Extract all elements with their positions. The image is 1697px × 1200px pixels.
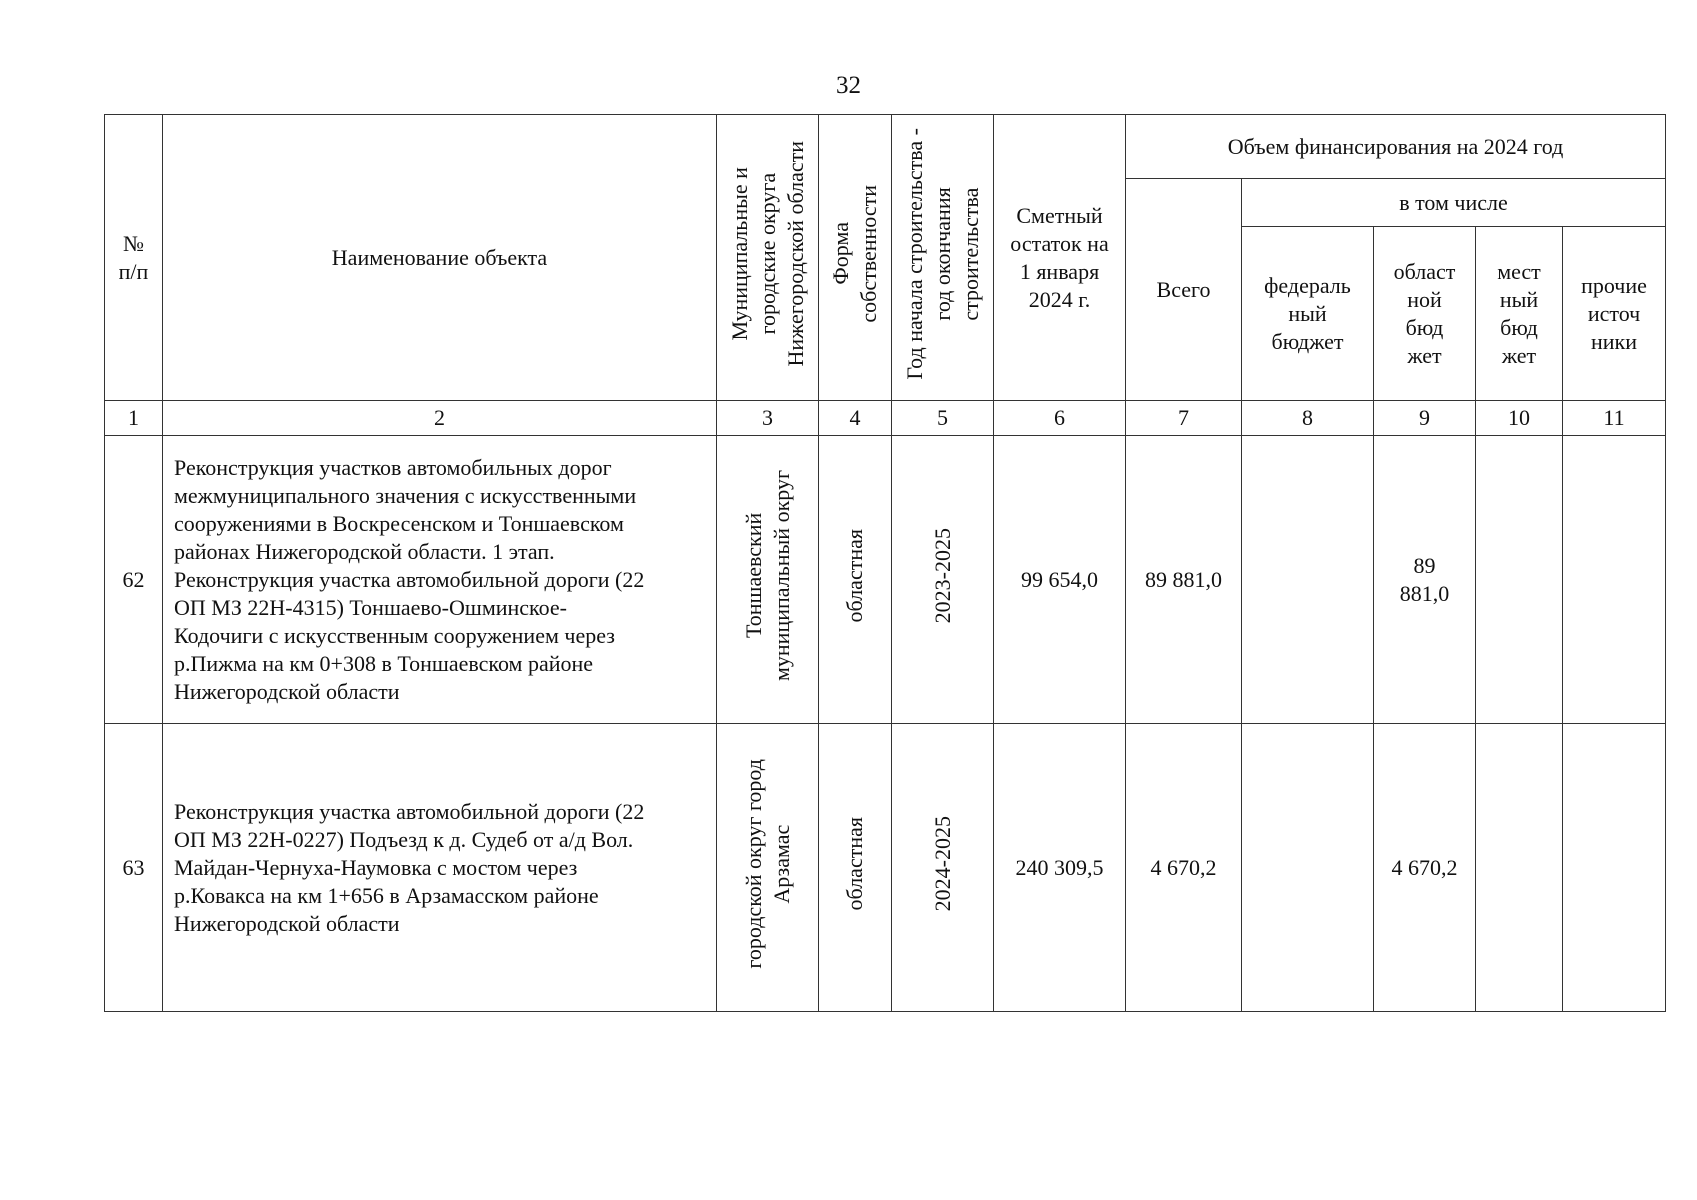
header-funding-group: Объем финансирования на 2024 год: [1126, 115, 1666, 179]
local-cell: [1476, 436, 1563, 724]
object-name: Реконструкция участков автомобильных дорог межмуниципального значения с искусственными сооружениями в Воскресенском и Тоншаевском районах Нижегородской области. 1 этап. Реконструкция участка автомобильной дороги (22 ОП МЗ 22Н-4315) Тоншаево-Ошминское- Кодочиги с искусственным сооружением через р.Пижма на км 0+308 в Тоншаевском районе Нижегородской области: [163, 436, 717, 724]
header-federal: федераль ный бюджет: [1242, 227, 1374, 401]
column-number: 4: [819, 401, 892, 436]
column-number-row: [105, 401, 1666, 436]
ownership-cell: областная: [819, 436, 892, 724]
header-total: Всего: [1126, 179, 1242, 401]
header-name: Наименование объекта: [163, 115, 717, 401]
column-number: 6: [994, 401, 1126, 436]
column-number: 7: [1126, 401, 1242, 436]
header-regional: област ной бюд жет: [1374, 227, 1476, 401]
header-other: прочие источ ники: [1563, 227, 1666, 401]
column-number: 2: [163, 401, 717, 436]
local-cell: [1476, 724, 1563, 1012]
table-row: [105, 436, 1666, 724]
column-number: 10: [1476, 401, 1563, 436]
other-cell: [1563, 436, 1666, 724]
object-name: Реконструкция участка автомобильной дороги (22 ОП МЗ 22Н-0227) Подъезд к д. Судеб от а/д Вол. Майдан-Чернуха-Наумовка с мостом через р.Ковакса на км 1+656 в Арзамасском районе Нижегородской области: [163, 724, 717, 1012]
header-local: мест ный бюд жет: [1476, 227, 1563, 401]
column-number: 1: [105, 401, 163, 436]
municipality-cell: Тоншаевский муниципальный округ: [717, 436, 819, 724]
header-ownership: Форма собственности: [819, 115, 892, 401]
header-num: № п/п: [105, 115, 163, 401]
table-row: [105, 724, 1666, 1012]
other-cell: [1563, 724, 1666, 1012]
header-including: в том числе: [1242, 179, 1666, 227]
header-municipality: Муниципальные и городские округа Нижегородской области: [717, 115, 819, 401]
financing-table: [104, 114, 1666, 1012]
column-number: 5: [892, 401, 994, 436]
regional-cell: 4 670,2: [1374, 724, 1476, 1012]
column-number: 8: [1242, 401, 1374, 436]
column-number: 3: [717, 401, 819, 436]
page-number: 32: [836, 72, 861, 99]
municipality-cell: городской округ город Арзамас: [717, 724, 819, 1012]
ownership-cell: областная: [819, 724, 892, 1012]
column-number: 9: [1374, 401, 1476, 436]
years-cell: 2024-2025: [892, 724, 994, 1012]
row-num: 63: [105, 724, 163, 1012]
total-cell: 89 881,0: [1126, 436, 1242, 724]
header-years: Год начала строительства - год окончания строительства: [892, 115, 994, 401]
row-num: 62: [105, 436, 163, 724]
years-cell: 2023-2025: [892, 436, 994, 724]
total-cell: 4 670,2: [1126, 724, 1242, 1012]
federal-cell: [1242, 436, 1374, 724]
federal-cell: [1242, 724, 1374, 1012]
header-remainder: Сметный остаток на 1 января 2024 г.: [994, 115, 1126, 401]
remainder-cell: 99 654,0: [994, 436, 1126, 724]
column-number: 11: [1563, 401, 1666, 436]
regional-cell: 89 881,0: [1374, 436, 1476, 724]
remainder-cell: 240 309,5: [994, 724, 1126, 1012]
